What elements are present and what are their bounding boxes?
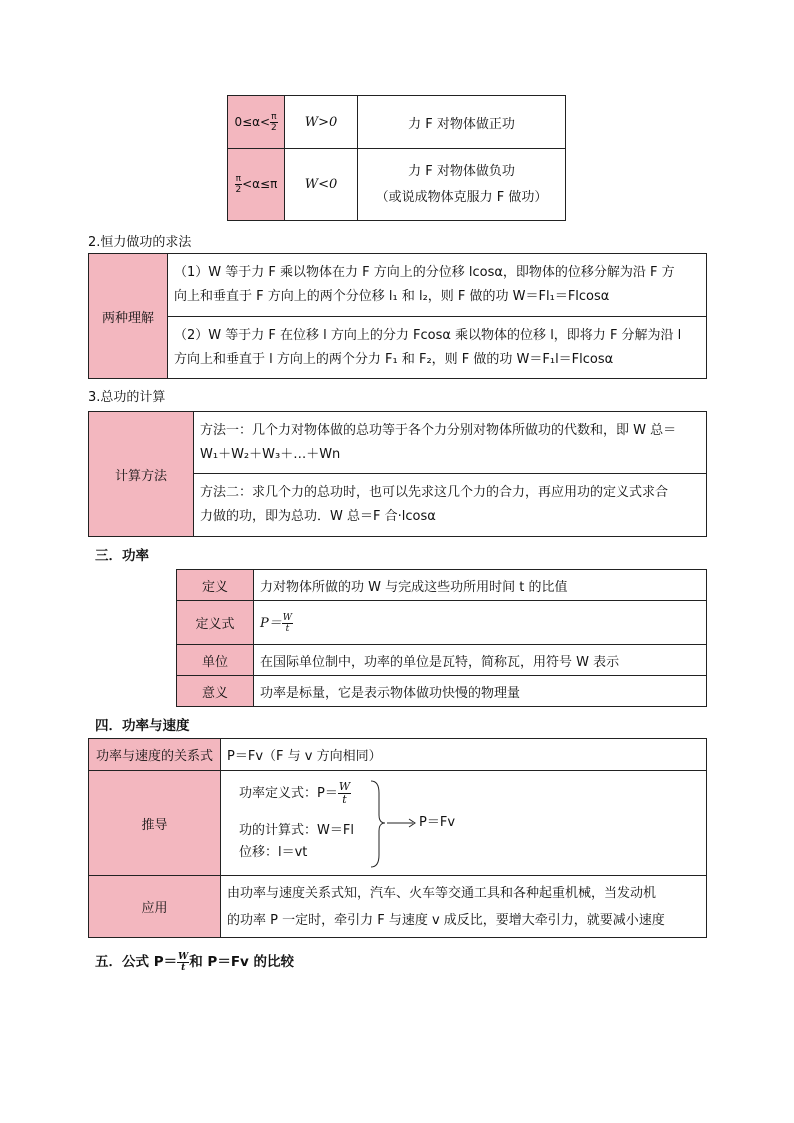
work-sign-1: W>0 bbox=[285, 96, 358, 149]
derivation-line-1: 功率定义式：P＝ $\frac{W}{t}$ bbox=[239, 780, 351, 806]
angle-work-table bbox=[227, 95, 566, 221]
angle-cond-2: $\frac{\pi}{2}$ <α≤π bbox=[228, 149, 285, 221]
power-def-label: 定义 bbox=[177, 570, 254, 601]
constant-force-table bbox=[88, 253, 707, 379]
two-understandings-label: 两种理解 bbox=[89, 254, 168, 379]
section-heading-power-speed: 四．功率与速度 bbox=[95, 718, 190, 734]
angle-cond-1: 0≤α< $\frac{\pi}{2}$ bbox=[228, 96, 285, 149]
derivation-label: 推导 bbox=[89, 771, 221, 876]
calc-method-label: 计算方法 bbox=[89, 412, 194, 537]
power-speed-table bbox=[88, 738, 707, 938]
method-1: 方法一：几个力对物体做的总功等于各个力分别对物体所做功的代数和，即 W 总＝ W₁＋W₂＋W₃＋…＋Wn bbox=[194, 412, 707, 474]
power-unit-label: 单位 bbox=[177, 645, 254, 676]
power-unit: 在国际单位制中，功率的单位是瓦特，简称瓦，用符号 W 表示 bbox=[254, 645, 707, 676]
relation-formula: P＝Fv（F 与 v 方向相同） bbox=[221, 739, 707, 771]
method-2: 方法二：求几个力的总功时，也可以先求这几个力的合力，再应用功的定义式求合 力做的功，即为总功．W 总＝F 合·lcosα bbox=[194, 474, 707, 537]
derivation-brace-arrow bbox=[369, 779, 419, 869]
work-sign-2: W<0 bbox=[285, 149, 358, 221]
section-heading-total-work: 3.总功的计算 bbox=[88, 390, 166, 405]
derivation-line-3: 位移：l＝vt bbox=[239, 845, 308, 860]
section-heading-constant-force: 2.恒力做功的求法 bbox=[88, 235, 192, 250]
power-formula: P＝ $\frac{W}{t}$ bbox=[254, 601, 707, 645]
derivation-result: P＝Fv bbox=[419, 815, 456, 830]
power-table bbox=[176, 569, 707, 707]
derivation-line-2: 功的计算式：W＝Fl bbox=[239, 823, 354, 838]
relation-label: 功率与速度的关系式 bbox=[89, 739, 221, 771]
understanding-1: （1）W 等于力 F 乘以物体在力 F 方向上的分位移 lcosα，即物体的位移分解为沿 F 方 向上和垂直于 F 方向上的两个分位移 l₁ 和 l₂，则 F 做的功 W＝Fl₁＝Flcosα bbox=[168, 254, 707, 317]
derivation-content bbox=[221, 771, 707, 876]
understanding-2: （2）W 等于力 F 在位移 l 方向上的分力 Fcosα 乘以物体的位移 l，即将力 F 分解为沿 l 方向上和垂直于 l 方向上的两个分力 F₁ 和 F₂，则 F 做的功 W＝F₁l＝Flcosα bbox=[168, 317, 707, 379]
work-meaning-1: 力 F 对物体做正功 bbox=[358, 96, 566, 149]
total-work-table bbox=[88, 411, 707, 537]
power-def: 力对物体所做的功 W 与完成这些功所用时间 t 的比值 bbox=[254, 570, 707, 601]
power-meaning-label: 意义 bbox=[177, 676, 254, 707]
section-heading-comparison: 五．公式 P＝ $\frac{W}{t}$ 和 P＝Fv 的比较 bbox=[95, 951, 295, 973]
section-heading-power: 三．功率 bbox=[95, 548, 149, 564]
application-content: 由功率与速度关系式知，汽车、火车等交通工具和各种起重机械，当发动机 的功率 P 一定时，牵引力 F 与速度 v 成反比，要增大牵引力，就要减小速度 bbox=[221, 876, 707, 938]
power-formula-label: 定义式 bbox=[177, 601, 254, 645]
work-meaning-2: 力 F 对物体做负功 （或说成物体克服力 F 做功） bbox=[358, 149, 566, 221]
application-label: 应用 bbox=[89, 876, 221, 938]
power-meaning: 功率是标量，它是表示物体做功快慢的物理量 bbox=[254, 676, 707, 707]
